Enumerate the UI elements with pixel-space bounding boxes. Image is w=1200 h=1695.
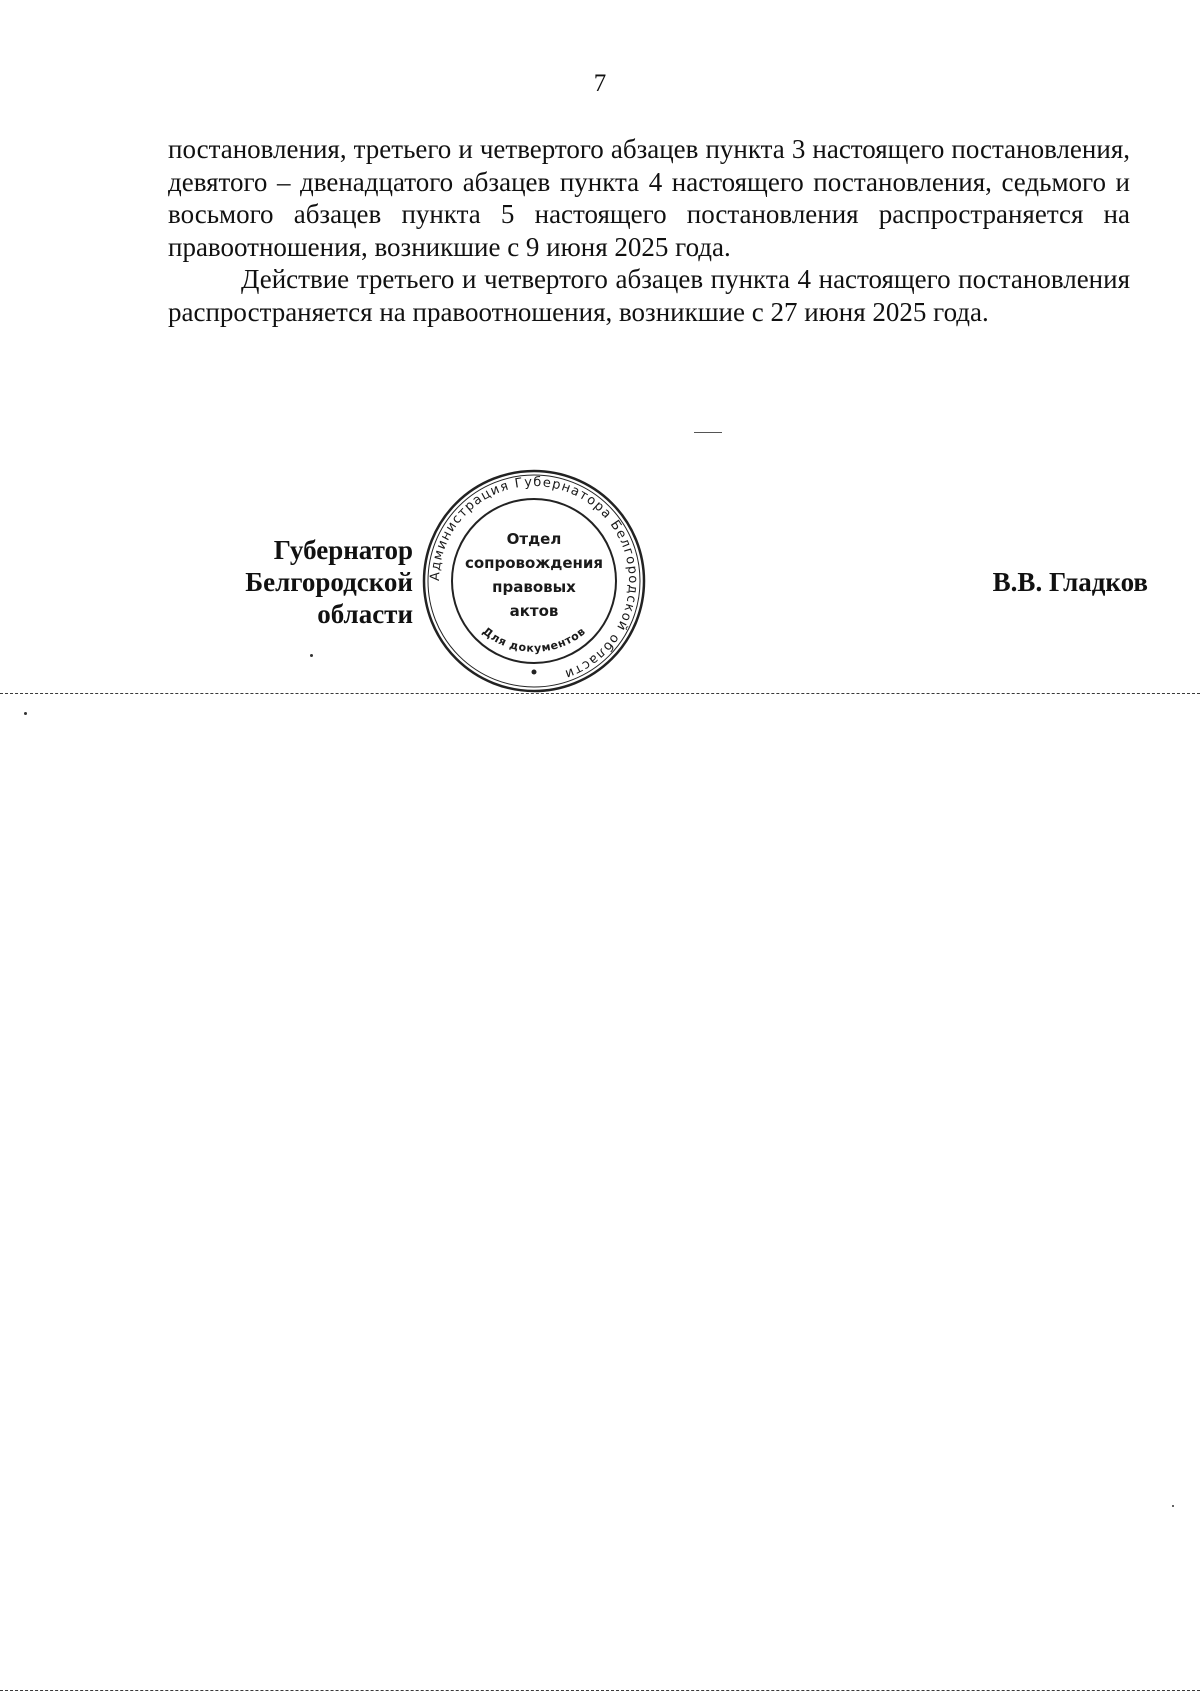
scan-rule-bottom — [0, 1690, 1200, 1691]
separator-dash — [694, 432, 722, 433]
paragraph-1: постановления, третьего и четвертого абзацев пункта 3 настоящего постановления, девятого – двенадцатого абзацев пункта 4 настоящего постановления, седьмого и восьмого абзацев пункта 5 настоящего постановления распространяется на правоотношения, возникшие с 9 июня 2025 года. — [168, 134, 1130, 262]
scan-rule-top — [0, 693, 1200, 694]
document-body — [168, 133, 1130, 328]
official-seal — [420, 467, 648, 695]
page-number: 7 — [593, 70, 607, 97]
seal-line-3: правовых — [492, 578, 576, 596]
signature-title-line2: Белгородской области — [245, 567, 413, 629]
seal-line-2: сопровождения — [464, 554, 604, 572]
seal-ring-text: Администрация Губернатора Белгородской области — [427, 474, 641, 682]
signature-name: В.В. Гладков — [992, 567, 1148, 597]
seal-bottom-text: Для документов — [479, 624, 589, 655]
seal-center-text — [464, 527, 604, 623]
signature-title — [150, 534, 413, 630]
signature-title-line1: Губернатор — [273, 535, 413, 565]
paragraph-2: Действие третьего и четвертого абзацев пункта 4 настоящего постановления распространяется на правоотношения, возникшие с 27 июня 2025 года. — [168, 264, 1130, 327]
scan-speck — [310, 654, 313, 657]
seal-line-1: Отдел — [506, 530, 562, 548]
scan-speck — [24, 712, 27, 715]
scan-speck — [1172, 1505, 1174, 1507]
seal-line-4: актов — [509, 602, 559, 620]
